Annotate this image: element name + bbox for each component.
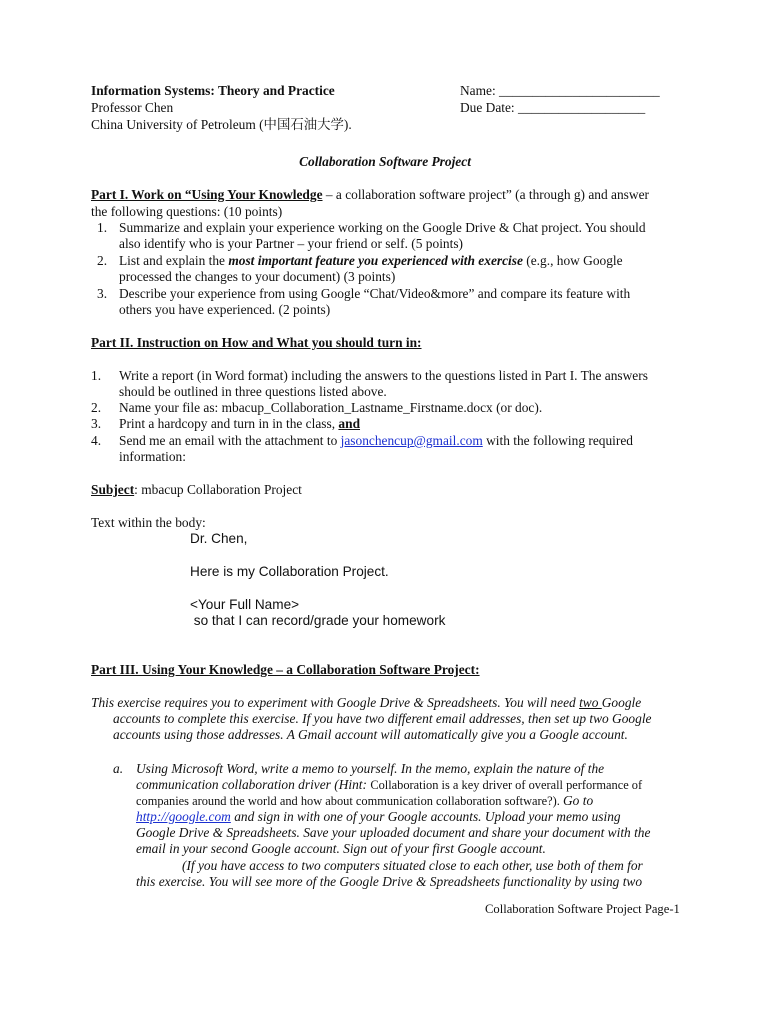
email-link[interactable]: jasonchencup@gmail.com — [340, 433, 483, 448]
part2-item-2-number: 2. — [91, 400, 102, 415]
item-a-hint-text: Collaboration is a key driver of overall performance of — [370, 778, 643, 792]
part1-item-2-line2: processed the changes to your document) (3 points) — [119, 269, 396, 284]
professor-name: Professor Chen — [91, 100, 174, 115]
part1-item-2-number: 2. — [97, 253, 108, 268]
part2-item-3-and: and — [338, 416, 361, 431]
email-note: so that I can record/grade your homework — [190, 613, 446, 628]
part2-item-3-text: Print a hardcopy and turn in in the class, — [119, 416, 339, 431]
email-greeting: Dr. Chen, — [190, 531, 248, 546]
part3-intro-two: two — [579, 695, 602, 710]
part1-intro — [91, 187, 649, 203]
part2-item-1-line2: should be outlined in three questions listed above. — [119, 384, 387, 399]
page-title: Collaboration Software Project — [299, 154, 471, 169]
name-field-label: Name: ________________________ — [460, 83, 660, 98]
part1-item-1-number: 1. — [97, 220, 108, 235]
item-a-line2 — [136, 777, 642, 793]
item-a-line1: Using Microsoft Word, write a memo to yourself. In the memo, explain the nature of the — [136, 761, 605, 776]
item-a-line5: Google Drive & Spreadsheets. Save your uploaded document and share your document with the — [136, 825, 651, 840]
part2-item-1-number: 1. — [91, 368, 102, 383]
part3-heading: Part III. Using Your Knowledge – a Collaboration Software Project: — [91, 662, 480, 677]
part3-intro-text: This exercise requires you to experiment with Google Drive & Spreadsheets. You will need — [91, 695, 580, 710]
item-a-hint-text-2: companies around the world and how about communication collaboration software?). — [136, 794, 564, 808]
item-a-line8: this exercise. You will see more of the Google Drive & Spreadsheets functionality by using two — [136, 874, 643, 889]
subject-value: : mbacup Collaboration Project — [134, 482, 302, 497]
part1-item-1-line2: also identify who is your Partner – your friend or self. (5 points) — [119, 236, 463, 251]
part1-item-2-line1 — [119, 253, 623, 269]
part2-item-3-line1 — [119, 416, 360, 432]
item-a-line6: email in your second Google account. Sign out of your first Google account. — [136, 841, 546, 856]
part1-item-1-line1: Summarize and explain your experience working on the Google Drive & Chat project. You should — [119, 220, 646, 235]
part3-intro-line2: accounts to complete this exercise. If you have two different email addresses, then set up two Google — [113, 711, 652, 726]
part2-item-4-line2: information: — [119, 449, 186, 464]
part1-item-3-line2: others you have experienced. (2 points) — [119, 302, 331, 317]
part3-intro-line3: accounts using those addresses. A Gmail account will automatically give you a Google account. — [113, 727, 628, 742]
subject-label: Subject — [91, 482, 135, 497]
university-name: China University of Petroleum (中国石油大学). — [91, 117, 352, 132]
item-a-line7: (If you have access to two computers situated close to each other, use both of them for — [182, 858, 643, 873]
item-a-line4 — [136, 809, 621, 825]
google-link[interactable]: http://google.com — [136, 809, 231, 824]
part2-item-3-number: 3. — [91, 416, 102, 431]
item-a-goto: Go to — [563, 793, 594, 808]
email-full-name: <Your Full Name> — [190, 597, 300, 612]
item-a-hint: communication collaboration driver (Hint: — [136, 777, 371, 792]
part2-item-4-text: Send me an email with the attachment to — [119, 433, 341, 448]
subject-line — [91, 482, 302, 498]
part1-item-2-text: List and explain the — [119, 253, 229, 268]
page-footer: Collaboration Software Project Page-1 — [485, 902, 680, 916]
due-date-field-label: Due Date: ___________________ — [460, 100, 646, 115]
part1-item-3-number: 3. — [97, 286, 108, 301]
part3-intro-line1 — [91, 695, 641, 711]
part1-intro-line2: the following questions: (10 points) — [91, 204, 283, 219]
item-a-line4-rest: and sign in with one of your Google accounts. Upload your memo using — [230, 809, 621, 824]
part1-heading: Part I. Work on “Using Your Knowledge — [91, 187, 323, 202]
part2-item-4-number: 4. — [91, 433, 102, 448]
part2-item-4-text-end: with the following required — [482, 433, 633, 448]
part1-item-2-emphasis: most important feature you experienced with exercise — [228, 253, 523, 268]
part1-intro-rest: – a collaboration software project” (a through g) and answer — [322, 187, 649, 202]
item-a-letter: a. — [113, 761, 124, 776]
course-title: Information Systems: Theory and Practice — [91, 83, 335, 98]
part1-item-2-text-end: (e.g., how Google — [522, 253, 623, 268]
item-a-line3 — [136, 793, 593, 809]
part1-item-3-line1: Describe your experience from using Google “Chat/Video&more” and compare its feature with — [119, 286, 631, 301]
email-line: Here is my Collaboration Project. — [190, 564, 389, 579]
part2-item-1-line1: Write a report (in Word format) including the answers to the questions listed in Part I. The answers — [119, 368, 648, 383]
part2-heading: Part II. Instruction on How and What you should turn in: — [91, 335, 422, 350]
part3-intro-text-end: Google — [601, 695, 642, 710]
part2-item-4-line1 — [119, 433, 633, 449]
body-label: Text within the body: — [91, 515, 206, 530]
part2-item-2-line1: Name your file as: mbacup_Collaboration_Lastname_Firstname.docx (or doc). — [119, 400, 543, 415]
